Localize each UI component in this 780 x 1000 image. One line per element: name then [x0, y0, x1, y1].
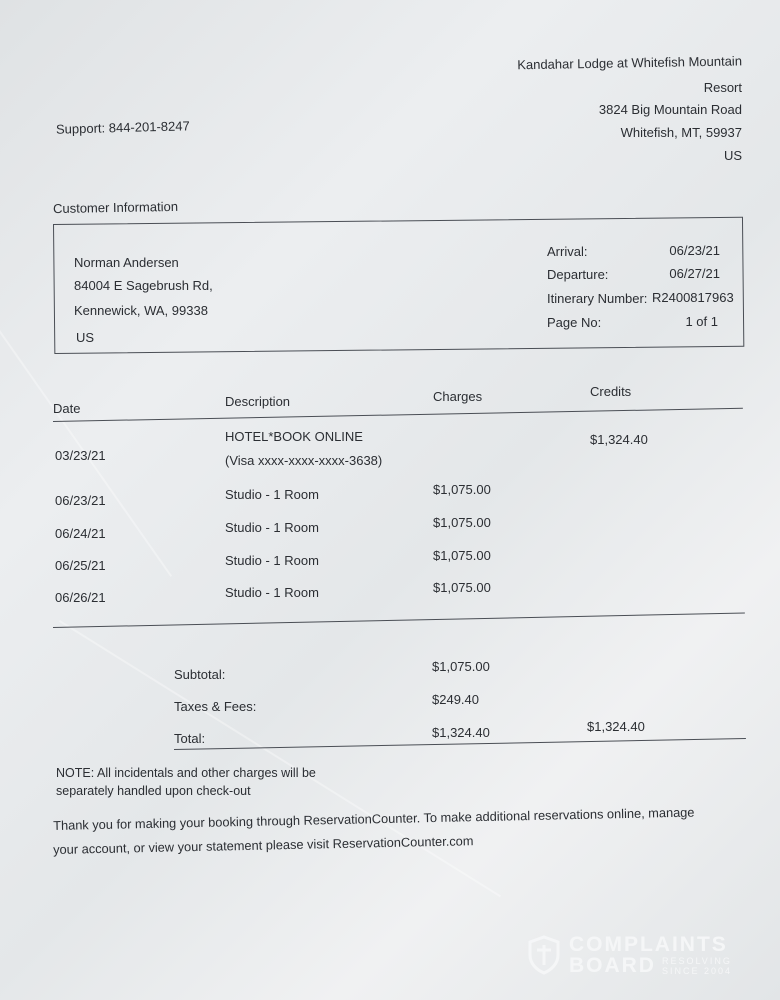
departure-label: Departure: [547, 267, 609, 282]
subtotal-value: $1,075.00 [432, 659, 490, 674]
row-charges: $1,075.00 [433, 482, 491, 497]
shield-icon [527, 935, 561, 975]
note-line: NOTE: All incidentals and other charges will be [56, 766, 316, 780]
header-divider [53, 408, 743, 422]
thank-you-message: your account, or view your statement please visit ReservationCounter.com [53, 833, 474, 857]
watermark-word-board: BOARD [568, 954, 656, 977]
row-description: Studio - 1 Room [225, 520, 319, 535]
column-header-date: Date [53, 401, 81, 416]
vendor-city: Whitefish, MT, 59937 [620, 125, 742, 140]
watermark-tagline: RESOLVING [661, 956, 732, 966]
arrival-date: 06/23/21 [669, 243, 720, 258]
row-charges: $1,075.00 [433, 580, 491, 595]
page-number: 1 of 1 [685, 314, 718, 329]
subtotal-label: Subtotal: [174, 667, 226, 682]
watermark-word-complaints: COMPLAINTS [568, 933, 728, 956]
departure-date: 06/27/21 [669, 266, 720, 281]
note-line: separately handled upon check-out [56, 784, 251, 798]
column-header-description: Description [225, 394, 291, 409]
customer-city: Kennewick, WA, 99338 [74, 303, 208, 318]
row-description: HOTEL*BOOK ONLINE [225, 429, 363, 444]
watermark-tagline: SINCE 2004 [661, 966, 732, 976]
customer-name: Norman Andersen [74, 255, 179, 270]
customer-section-label: Customer Information [52, 198, 179, 217]
column-header-charges: Charges [433, 389, 483, 404]
row-charges: $1,075.00 [433, 548, 491, 563]
row-date: 06/26/21 [55, 590, 106, 605]
vendor-name-continued: Resort [703, 80, 742, 95]
row-description-detail: (Visa xxxx-xxxx-xxxx-3638) [225, 453, 383, 468]
column-header-credits: Credits [590, 384, 632, 399]
vendor-country: US [723, 148, 742, 163]
thank-you-message: Thank you for making your booking through ReservationCounter. To make additional reservations online, manage [53, 804, 695, 833]
customer-street: 84004 E Sagebrush Rd, [74, 278, 213, 293]
row-charges: $1,075.00 [433, 515, 491, 530]
vendor-name: Kandahar Lodge at Whitefish Mountain [517, 53, 743, 73]
row-description: Studio - 1 Room [225, 585, 319, 600]
itinerary-label: Itinerary Number: [547, 291, 648, 306]
total-charges-value: $1,324.40 [432, 725, 490, 740]
total-credits-value: $1,324.40 [587, 719, 645, 734]
vendor-street: 3824 Big Mountain Road [598, 102, 742, 117]
customer-country: US [76, 330, 95, 345]
row-credits: $1,324.40 [590, 432, 648, 447]
page-label: Page No: [547, 315, 602, 330]
row-date: 06/23/21 [55, 493, 106, 508]
row-date: 03/23/21 [55, 448, 106, 463]
table-bottom-divider [53, 613, 745, 628]
complaints-board-watermark [527, 934, 732, 976]
arrival-label: Arrival: [547, 244, 588, 259]
row-description: Studio - 1 Room [225, 553, 319, 568]
row-date: 06/25/21 [55, 558, 106, 573]
support-phone: Support: 844-201-8247 [55, 118, 190, 137]
itinerary-number: R2400817963 [652, 290, 734, 305]
taxes-value: $249.40 [432, 692, 479, 707]
row-description: Studio - 1 Room [225, 487, 319, 502]
taxes-label: Taxes & Fees: [174, 699, 257, 714]
total-label: Total: [174, 731, 206, 746]
row-date: 06/24/21 [55, 526, 106, 541]
